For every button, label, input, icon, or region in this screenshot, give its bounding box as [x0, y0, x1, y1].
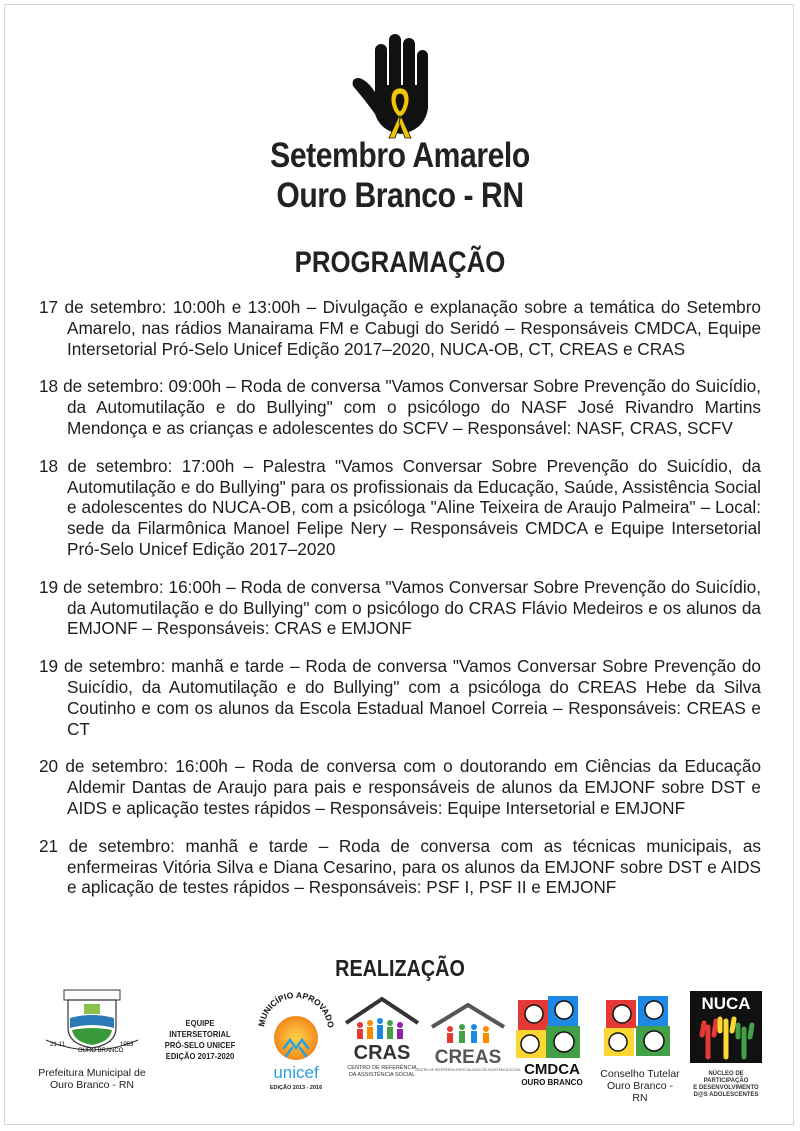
- prefeitura-line-1: Prefeitura Municipal de: [38, 1067, 146, 1079]
- brasao-left-text: 21-11: [50, 1042, 65, 1048]
- brasao-center-text: OURO BRANCO: [78, 1048, 124, 1054]
- cras-logo: [342, 993, 422, 1083]
- municipio-arc-text: MUNICÍPIO APROVADO: [256, 989, 336, 1029]
- nuca-logo: [690, 991, 762, 1098]
- unicef-text: unicef: [273, 1063, 319, 1082]
- nuca-hands-icon: [690, 991, 762, 1063]
- coat-of-arms-icon: [32, 988, 152, 1056]
- nuca-sub-1: NÚCLEO DE PARTICIPAÇÃO: [703, 1071, 749, 1084]
- conselho-line-2: Ouro Branco - RN: [607, 1080, 673, 1104]
- cras-sub-2: DA ASSISTÊNCIA SOCIAL: [348, 1072, 416, 1078]
- event-list: [39, 297, 761, 915]
- event-item: 19 de setembro: manhã e tarde – Roda de conversa "Vamos Conversar Sobre Prevenção do Suicídio, da Automutilação e do Bullying" com a psicóloga do CREAS Hebe da Silva Coutinho e com os alunos da Escola Estadual Manoel Correia – Responsáveis: CREAS e CT: [39, 656, 761, 739]
- title-line-2: Ouro Branco - RN: [276, 176, 524, 215]
- event-item: 21 de setembro: manhã e tarde – Roda de conversa com as técnicas municipais, as enfermeiras Vitória Silva e Diana Cesarino, para os alunos da EMJONF sobre DST e AIDS e aplicação de testes rápidos – Responsáveis: PSF I, PSF II e EMJONF: [39, 835, 761, 898]
- section-title: PROGRAMAÇÃO: [294, 246, 506, 279]
- cras-sub-1: CENTRO DE REFERÊNCIA: [347, 1065, 417, 1071]
- equipe-line-2: PRÓ-SELO UNICEF: [164, 1040, 236, 1050]
- cmdca-city-text: OURO BRANCO: [521, 1078, 583, 1087]
- event-item: 18 de setembro: 17:00h – Palestra "Vamos Conversar Sobre Prevenção do Suicídio, da Automutilação e do Bullying" para os profissionais da Educação, Saúde, Assistência Social e adolescentes do NUCA-OB, com a psicóloga "Aline Teixeira de Araujo Palmeira" – Local: sede da Filarmônica Manoel Felipe Nery – Responsáveis CMDCA e Equipe Intersetorial Pró-Selo Unicef Edição 2017–2020: [39, 455, 761, 559]
- cmdca-text: CMDCA: [524, 1061, 580, 1078]
- title-line-1: Setembro Amarelo: [270, 136, 530, 175]
- hand-ribbon-icon: [345, 30, 455, 142]
- creas-logo: [415, 1001, 521, 1081]
- nuca-sub-2: E DESENVOLVIMENTO: [693, 1085, 759, 1091]
- cras-text: CRAS: [353, 1042, 411, 1064]
- cmdca-logo: [512, 992, 592, 1088]
- unicef-edicao-text: EDIÇÃO 2013 - 2016: [269, 1085, 323, 1091]
- footer-title: REALIZAÇÃO: [335, 955, 465, 981]
- conselho-faces-icon: [598, 992, 682, 1060]
- event-item: 17 de setembro: 10:00h e 13:00h – Divulgação e explanação sobre a temática do Setembro Amarelo, nas rádios Manairama FM e Cabugi do Seridó – Responsáveis CMDCA, Equipe Intersetorial Pró-Selo Unicef Edição 2017–2020, NUCA-OB, CT, CREAS e CRAS: [39, 297, 761, 359]
- cras-house-icon: [342, 993, 422, 1083]
- event-item: 18 de setembro: 09:00h – Roda de conversa "Vamos Conversar Sobre Prevenção do Suicídio, da Automutilação e do Bullying" com o psicólogo do NASF José Rivandro Martins Mendonça e as crianças e adolescentes do SCFV – Responsável: NASF, CRAS, SCFV: [39, 376, 761, 438]
- equipe-intersetorial-logo: [152, 1018, 248, 1062]
- equipe-line-3: EDIÇÃO 2017-2020: [165, 1051, 235, 1061]
- unicef-logo: [256, 986, 336, 1092]
- conselho-tutelar-logo: [598, 992, 682, 1104]
- prefeitura-logo: [32, 988, 152, 1091]
- brasao-right-text: 1953: [120, 1042, 134, 1048]
- nuca-sub-3: D@S ADOLESCENTES: [693, 1092, 759, 1098]
- creas-house-icon: [415, 1001, 521, 1081]
- nuca-text: NUCA: [701, 994, 751, 1013]
- event-item: 20 de setembro: 16:00h – Roda de conversa com o doutorando em Ciências da Educação Aldemir Dantas de Araujo para pais e responsáveis de alunos da EMJONF sobre DST e AIDS e aplicação testes rápidos – Responsáveis: Equipe Intersetorial e EMJONF: [39, 756, 761, 818]
- creas-text: CREAS: [434, 1047, 502, 1068]
- prefeitura-line-2: Ouro Branco - RN: [49, 1079, 135, 1091]
- creas-sub: CENTRO DE REFERÊNCIA ESPECIALIZADO DE ASSISTÊNCIA SOCIAL: [415, 1068, 521, 1072]
- equipe-line-1: EQUIPE INTERSETORIAL: [169, 1018, 231, 1039]
- event-item: 19 de setembro: 16:00h – Roda de conversa "Vamos Conversar Sobre Prevenção do Suicídio, da Automutilação e do Bullying" com o psicólogo do CRAS Flávio Medeiros e os alunos da EMJONF – Responsáveis: CRAS e EMJONF: [39, 576, 761, 639]
- cmdca-faces-icon: [512, 992, 592, 1088]
- unicef-seal-icon: [256, 986, 336, 1092]
- conselho-line-1: Conselho Tutelar: [600, 1068, 680, 1080]
